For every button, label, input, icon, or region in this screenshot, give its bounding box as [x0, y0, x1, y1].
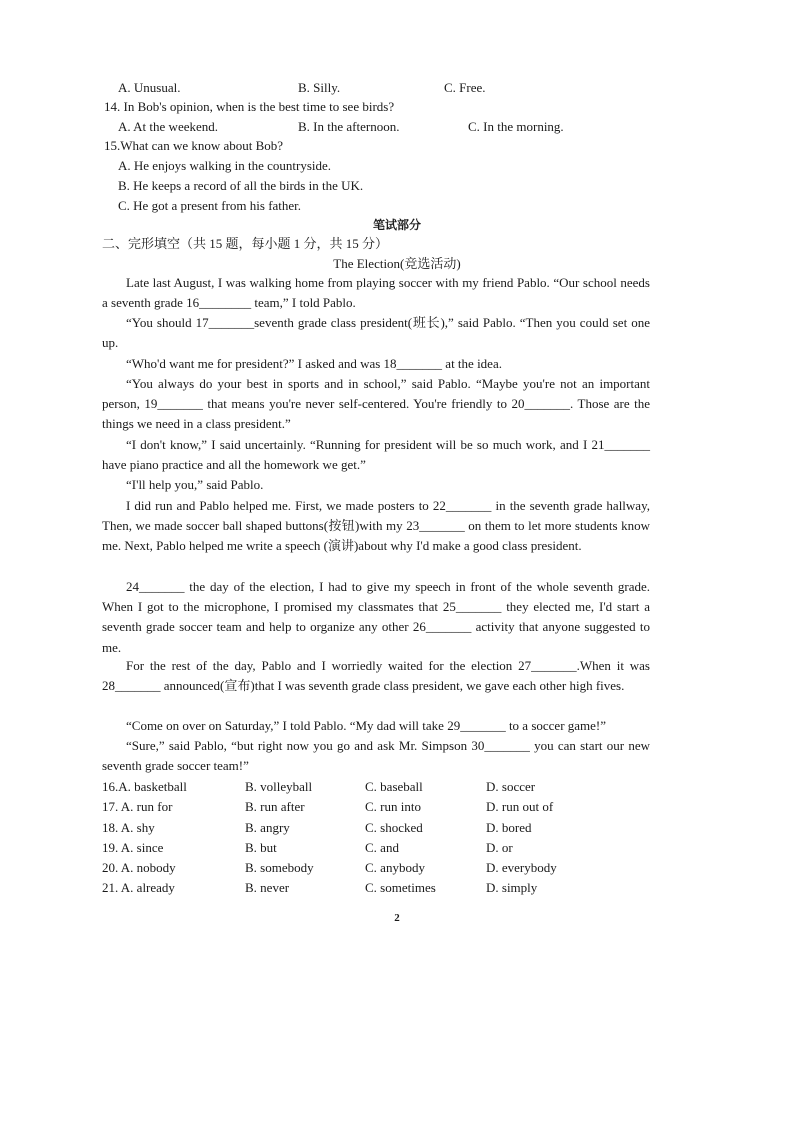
option-17-b: B. run after — [245, 799, 305, 814]
q13-option-c: C. Free. — [444, 80, 486, 95]
option-19-b: B. but — [245, 840, 277, 855]
q15-option-b: B. He keeps a record of all the birds in the UK. — [118, 178, 364, 193]
option-21-c: C. sometimes — [365, 880, 436, 895]
paragraph-4: “You always do your best in sports and in school,” said Pablo. “Maybe you're not an important person, 19_______ that means you're never self-centered. You're friendly to 20_______. Those are the things we need in a class president.” — [102, 376, 650, 432]
q13-option-b: B. Silly. — [298, 80, 341, 95]
option-16-b: B. volleyball — [245, 779, 313, 794]
option-18-a: 18. A. shy — [102, 820, 155, 835]
page-number: 2 — [394, 912, 400, 924]
option-17-d: D. run out of — [486, 799, 554, 814]
paragraph-2: “You should 17_______seventh grade class president(班长),” said Pablo. “Then you could set one up. — [102, 315, 650, 351]
q14-stem: 14. In Bob's opinion, when is the best time to see birds? — [104, 99, 395, 114]
q15-stem: 15.What can we know about Bob? — [104, 138, 284, 153]
option-19-a: 19. A. since — [102, 840, 164, 855]
q15-option-c: C. He got a present from his father. — [118, 198, 302, 213]
paragraph-10: “Come on over on Saturday,” I told Pablo. “My dad will take 29_______ to a soccer game!” — [126, 718, 607, 733]
option-18-d: D. bored — [486, 820, 532, 835]
option-17-c: C. run into — [365, 799, 421, 814]
paragraph-9: For the rest of the day, Pablo and I worriedly waited for the election 27_______.When it was 28_______ announced(宣布)that I was seventh grade class president, we gave each other high fives. — [102, 658, 650, 694]
option-20-c: C. anybody — [365, 860, 425, 875]
option-19-c: C. and — [365, 840, 399, 855]
section-heading: 笔试部分 — [372, 218, 421, 232]
q14-option-a: A. At the weekend. — [118, 119, 219, 134]
option-16-c: C. baseball — [365, 779, 423, 794]
option-18-c: C. shocked — [365, 820, 423, 835]
paragraph-8: 24_______ the day of the election, I had to give my speech in front of the whole seventh grade. When I got to the microphone, I promised my classmates that 25_______ they elected me, I'd start a seventh grade soccer team and help to organize any other 26_______ activity that anyone suggested to me. — [102, 579, 650, 655]
paragraph-6: “I'll help you,” said Pablo. — [126, 477, 264, 492]
option-18-b: B. angry — [245, 820, 290, 835]
option-21-b: B. never — [245, 880, 290, 895]
option-21-a: 21. A. already — [102, 880, 175, 895]
cloze-instruction: 二、完形填空（共 15 题，每小题 1 分，共 15 分） — [102, 236, 389, 251]
option-21-d: D. simply — [486, 880, 538, 895]
q14-option-c: C. In the morning. — [468, 119, 564, 134]
paragraph-1: Late last August, I was walking home from playing soccer with my friend Pablo. “Our school needs a seventh grade 16________ team,” I told Pablo. — [102, 275, 650, 311]
paragraph-3: “Who'd want me for president?” I asked and was 18_______ at the idea. — [126, 356, 502, 371]
option-17-a: 17. A. run for — [102, 799, 173, 814]
paragraph-11: “Sure,” said Pablo, “but right now you go and ask Mr. Simpson 30_______ you can start our new seventh grade soccer team!” — [102, 738, 650, 774]
q14-option-b: B. In the afternoon. — [298, 119, 400, 134]
option-19-d: D. or — [486, 840, 513, 855]
paragraph-5: “I don't know,” I said uncertainly. “Running for president will be so much work, and I 21_______ have piano practice and all the homework we get.” — [102, 437, 650, 473]
paragraph-7: I did run and Pablo helped me. First, we made posters to 22_______ in the seventh grade hallway, Then, we made soccer ball shaped buttons(按钮)with my 23_______ on them to let more students know me. Next, Pablo helped me write a speech (演讲)about why I'd make a good class president. — [102, 498, 650, 554]
passage-title: The Election(竞选活动) — [333, 256, 461, 271]
option-16-a: 16.A. basketball — [102, 779, 187, 794]
option-20-d: D. everybody — [486, 860, 557, 875]
option-16-d: D. soccer — [486, 779, 536, 794]
option-20-a: 20. A. nobody — [102, 860, 176, 875]
option-20-b: B. somebody — [245, 860, 314, 875]
q15-option-a: A. He enjoys walking in the countryside. — [118, 158, 332, 173]
q13-option-a: A. Unusual. — [118, 80, 181, 95]
